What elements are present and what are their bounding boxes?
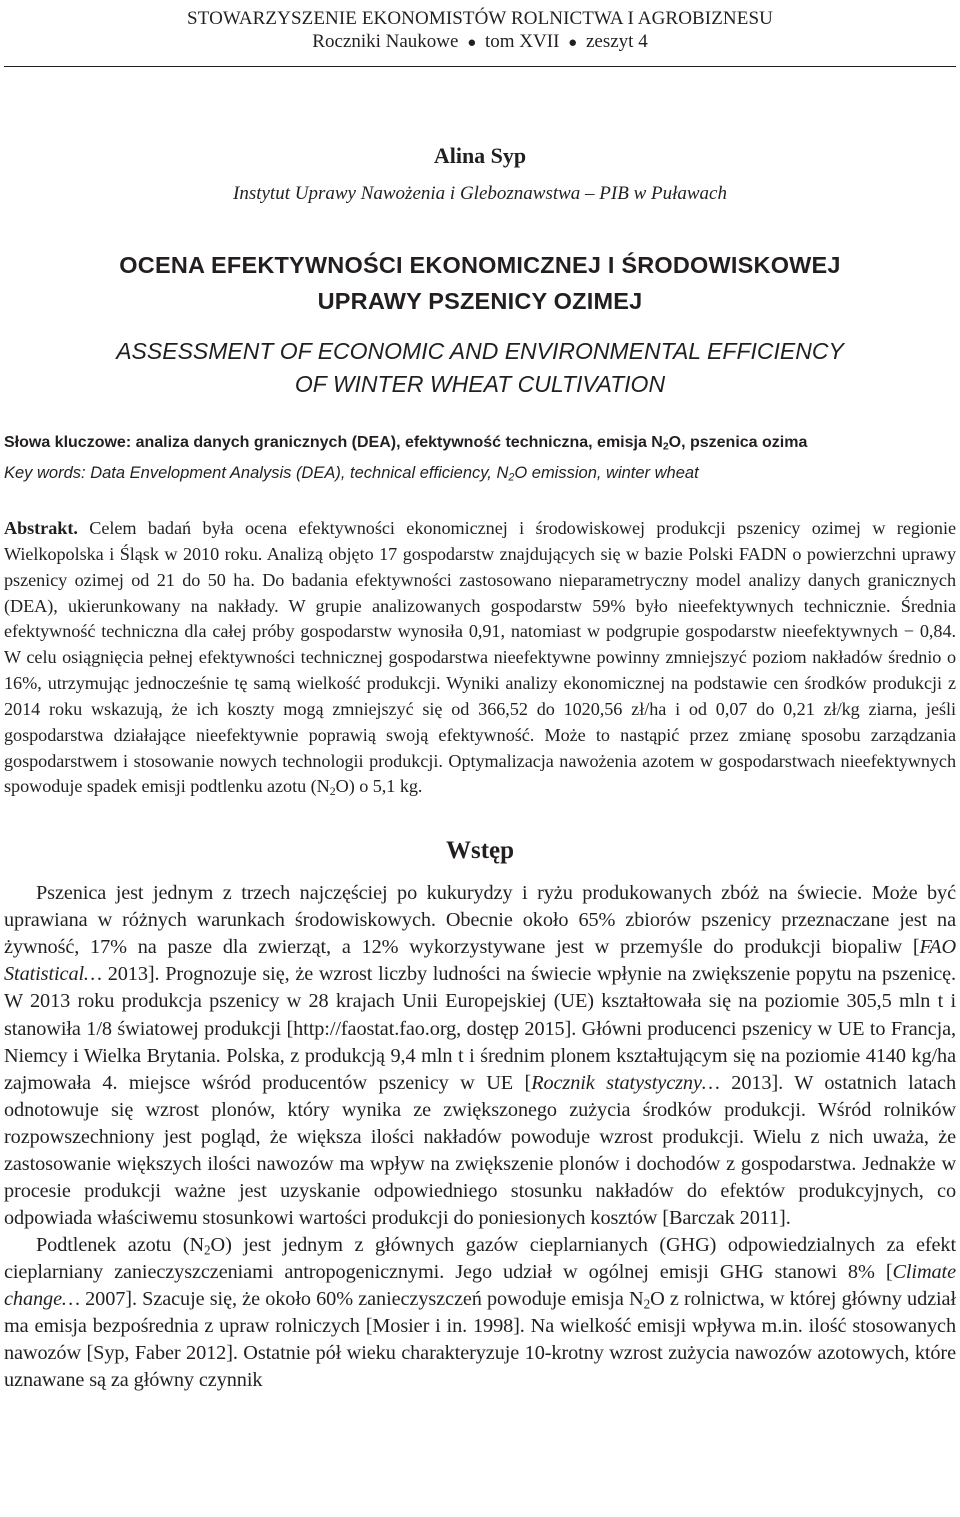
citation-italic: Climate change… <box>4 1260 956 1310</box>
bullet-separator: ● <box>467 35 477 51</box>
subscript: 2 <box>662 441 669 453</box>
subscript: 2 <box>508 471 515 484</box>
abstract-text: Celem badań była ocena efektywności ekonomicznej i środowiskowej produkcji pszenicy ozimej w regionie Wielkopolska i Śląsk w 2010 roku. Analizą objęto 17 gospodarstw znajdujących się w bazie Polski FADN o powierzchni uprawy pszenicy ozimej od 21 do 50 ha. Do badania efektywności zastosowano nieparametryczny model analizy danych granicznych (DEA), ukierunkowany na nakłady. W grupie analizowanych gospodarstw 59% było nieefektywnych technicznie. Średnia efektywność techniczna dla całej próby gospodarstw wynosiła 0,91, natomiast w podgrupie gospodarstw nieefektywnych − 0,84. W celu osiągnięcia pełnej efektywności technicznej gospodarstwa nieefektywne powinny zmniejszyć poziom nakładów średnio o 16%, utrzymując jednocześnie tę samą wielkość produkcji. Wyniki analizy ekonomicznej na podstawie cen środków produkcji z 2014 roku wskazują, że ich koszty mogą zmniejszyć się od 366,52 do 1020,56 zł/ha i od 0,07 do 0,21 zł/kg ziarna, jeśli gospodarstwa działające nieefektywnie poprawią swoją efektywność. Może to nastąpić przez zmianę sposobu zarządzania gospodarstwem i stosowanie nowych technologii produkcji. Optymalizacja nawożenia azotem w gospodarstwach nieefektywnych spowoduje spadek emisji podtlenku azotu (N <box>4 518 956 797</box>
section-heading: Wstęp <box>445 837 515 865</box>
paragraph-text: 2013]. W ostatnich latach odnotowuje się wzrost plonów, który wynika ze zwiększonego zużycia środków produkcji. Wśród rolników rozpowszechniony jest pogląd, że większa ilości nakładów powoduje wzrost produkcji. Wielu z nich uważa, że zastosowanie większych ilości nawozów ma wpływ na zwiększenie plonów i dochodów z gospodarstwa. Jednakże w procesie produkcji ważne jest uzyskanie odpowiedniego stosunku nakładów do efektów produkcyjnych, co odpowiada właściwemu stosunkowi wartości produkcji do poniesionych kosztów [Barczak 2011]. <box>4 1071 956 1229</box>
body-text <box>4 880 956 1394</box>
subscript: 2 <box>643 1296 651 1312</box>
citation-italic: FAO Statistical… <box>4 936 956 986</box>
subscript: 2 <box>329 784 336 799</box>
abstract-text: O) o 5,1 kg. <box>335 776 423 797</box>
journal-header <box>4 0 956 67</box>
keywords-polish-text: Słowa kluczowe: analiza danych granicznych (DEA), efektywność techniczna, emisja N <box>4 434 663 451</box>
keywords-polish-text: O, pszenica ozima <box>668 434 808 451</box>
paragraph-text: 2013]. Prognozuje się, że wzrost liczby ludności na świecie wpłynie na zwiększenie popytu na pszenicę. W 2013 roku produkcja pszenicy w 28 krajach Unii Europejskiej (UE) kształtowała się na poziomie 305,5 mln t i stanowiła 1/8 światowej produkcji [http://faostat.fao.org, dostęp 2015]. Główni producenci pszenicy w UE to Francja, Niemcy i Wielka Brytania. Polska, z produkcją 9,4 mln t i średnim plonem kształtującym się na poziomie 4140 kg/ha zajmowała 4. miejsce wśród producentów pszenicy w UE [ <box>4 963 956 1094</box>
title-english-line: OF WINTER WHEAT CULTIVATION <box>294 371 666 397</box>
paragraph-text: O) jest jednym z głównych gazów cieplarnianych (GHG) odpowiedzialnych za efekt cieplarniany zanieczyszczeniami antropogenicznymi. Jego udział w ogólnej emisji GHG stanowi 8% [ <box>4 1233 956 1283</box>
abstract-label: Abstrakt. <box>4 518 78 538</box>
author-affiliation: Instytut Uprawy Nawożenia i Gleboznawstwa – PIB w Puławach <box>233 183 727 204</box>
abstract <box>4 516 956 800</box>
header-journal: Roczniki Naukowe <box>312 31 459 52</box>
title-polish <box>4 247 956 319</box>
title-polish-line: UPRAWY PSZENICY OZIMEJ <box>317 288 643 314</box>
bullet-separator: ● <box>568 35 578 51</box>
keywords-polish <box>4 429 956 456</box>
paragraph-text: Podtlenek azotu (N <box>36 1233 205 1256</box>
paragraph <box>4 1232 956 1394</box>
paragraph <box>4 880 956 1232</box>
header-issue: zeszyt 4 <box>585 31 648 52</box>
header-organization: STOWARZYSZENIE EKONOMISTÓW ROLNICTWA I AGROBIZNESU <box>187 8 773 29</box>
citation-italic: Rocznik statystyczny… <box>531 1071 720 1094</box>
header-divider <box>4 66 956 67</box>
keywords-english <box>4 460 956 486</box>
paragraph-text: O z rolnictwa, w której główny udział ma emisja bezpośrednia z upraw rolniczych [Mosier i in. 1998]. Na wielkość emisji wpływa m.in. ilość stosowanych nawozów [Syp, Faber 2012]. Ostatnie pół wieku charakteryzuje 10-krotny wzrost zużycia nawozów azotowych, które uznawane są za główny czynnik <box>4 1287 956 1392</box>
subscript: 2 <box>204 1242 211 1258</box>
title-english-line: ASSESSMENT OF ECONOMIC AND ENVIRONMENTAL EFFICIENCY <box>116 338 844 364</box>
author-name: Alina Syp <box>433 143 527 168</box>
header-journal-line <box>4 30 956 55</box>
header-volume: tom XVII <box>485 31 560 52</box>
keywords-english-text: O emission, winter wheat <box>514 464 699 482</box>
title-english <box>4 335 956 401</box>
keywords-english-text: Key words: Data Envelopment Analysis (DEA), technical efficiency, N <box>4 464 509 482</box>
paragraph-text: Pszenica jest jednym z trzech najczęściej po kukurydzy i ryżu produkowanych zbóż na świecie. Może być uprawiana w różnych warunkach środowiskowych. Obecnie około 65% zbiorów pszenicy przeznaczane jest na żywność, 17% na pasze dla zwierząt, a 12% wykorzystywane jest w przemyśle do produkcji biopaliw [ <box>4 882 956 959</box>
paragraph-text: 2007]. Szacuje się, że około 60% zanieczyszczeń powoduje emisja N <box>79 1287 644 1310</box>
title-polish-line: OCENA EFEKTYWNOŚCI EKONOMICZNEJ I ŚRODOWISKOWEJ <box>119 252 841 278</box>
